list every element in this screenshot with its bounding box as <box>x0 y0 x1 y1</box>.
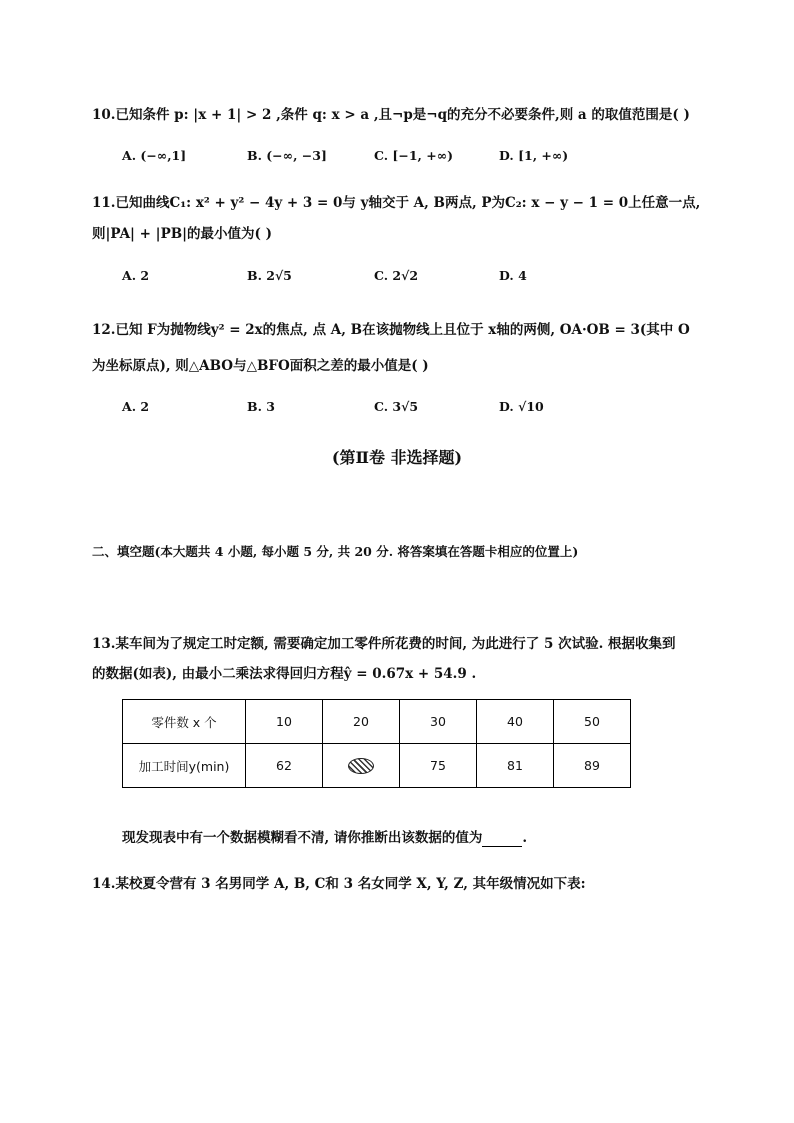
fill-section-header: 二、填空题(本大题共 4 小题, 每小题 5 分, 共 20 分. 将答案填在答题卡相应的位置上) <box>92 544 579 559</box>
table-header-time: 加工时间y(min) <box>123 744 246 788</box>
q13-answer-blank <box>482 830 522 847</box>
q12-option-c: C. 3√5 <box>374 399 419 414</box>
q10-option-d: D. [1, +∞) <box>499 148 569 163</box>
q11-option-a: A. 2 <box>122 268 150 283</box>
q11-stem-line2: 则|PA| + |PB|的最小值为( ) <box>92 226 273 242</box>
q10-option-b: B. (−∞, −3] <box>247 148 327 163</box>
table-cell: 62 <box>246 744 323 788</box>
q12-option-a: A. 2 <box>122 399 150 414</box>
q11-option-c: C. 2√2 <box>374 268 419 283</box>
q13-stem-line1: 13.某车间为了规定工时定额, 需要确定加工零件所花费的时间, 为此进行了 5 次试验. 根据收集到 <box>92 636 676 652</box>
q10-stem: 10.已知条件 p: |x + 1| > 2 ,条件 q: x > a ,且¬p是¬q的充分不必要条件,则 a 的取值范围是( ) <box>92 107 690 123</box>
q10-option-a: A. (−∞,1] <box>122 148 187 163</box>
table-row <box>123 744 631 788</box>
table-cell: 89 <box>554 744 631 788</box>
q12-stem-line2: 为坐标原点), 则△ABO与△BFO面积之差的最小值是( ) <box>92 358 429 374</box>
q13-note <box>122 826 527 847</box>
q12-option-d: D. √10 <box>499 399 544 414</box>
q11-stem-line1: 11.已知曲线C₁: x² + y² − 4y + 3 = 0与 y轴交于 A, B两点, P为C₂: x − y − 1 = 0上任意一点, <box>92 195 701 211</box>
table-row <box>123 700 631 744</box>
table-cell: 30 <box>400 700 477 744</box>
part2-title: (第Ⅱ卷 非选择题) <box>331 448 463 467</box>
q13-data-table <box>122 699 631 788</box>
q11-option-b: B. 2√5 <box>247 268 292 283</box>
q13-stem-line2: 的数据(如表), 由最小二乘法求得回归方程ŷ = 0.67x + 54.9 . <box>92 666 477 682</box>
q13-note-end: . <box>522 830 528 846</box>
table-header-parts: 零件数 x 个 <box>123 700 246 744</box>
q10-option-c: C. [−1, +∞) <box>374 148 454 163</box>
q12-stem-line1: 12.已知 F为抛物线y² = 2x的焦点, 点 A, B在该抛物线上且位于 x轴的两侧, OA·OB = 3(其中 O <box>92 322 690 338</box>
table-cell: 20 <box>323 700 400 744</box>
table-cell: 50 <box>554 700 631 744</box>
blurred-value-icon <box>348 758 374 774</box>
table-cell: 10 <box>246 700 323 744</box>
q14-stem: 14.某校夏令营有 3 名男同学 A, B, C和 3 名女同学 X, Y, Z, 其年级情况如下表: <box>92 876 586 892</box>
table-cell: 40 <box>477 700 554 744</box>
q11-option-d: D. 4 <box>499 268 527 283</box>
q12-option-b: B. 3 <box>247 399 275 414</box>
q13-note-text: 现发现表中有一个数据模糊看不清, 请你推断出该数据的值为 <box>122 830 483 846</box>
table-cell: 81 <box>477 744 554 788</box>
table-cell: 75 <box>400 744 477 788</box>
table-cell-blurred <box>323 744 400 788</box>
